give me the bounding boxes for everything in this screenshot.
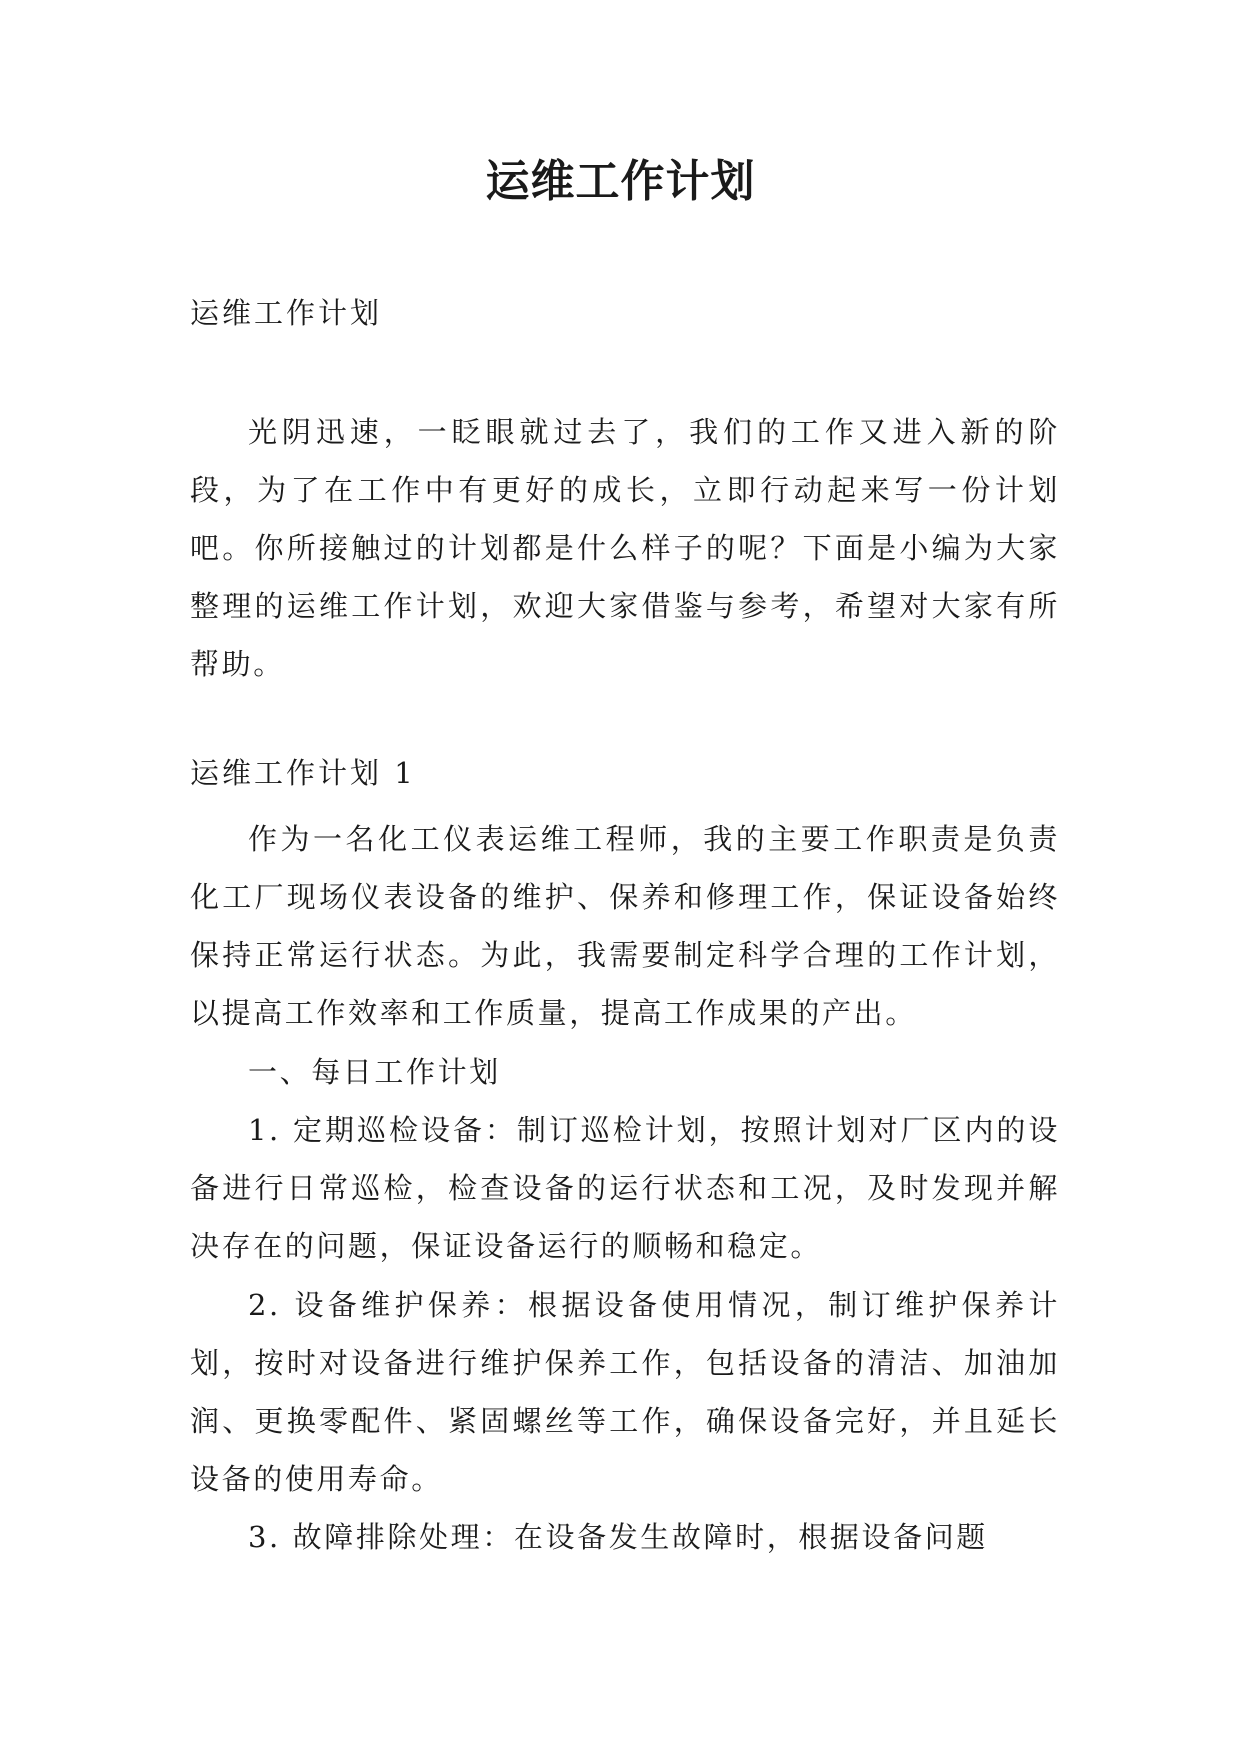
daily-plan-heading: 一、每日工作计划	[248, 1055, 501, 1089]
list-item-2: 2. 设备维护保养：根据设备使用情况，制订维护保养计划，按时对设备进行维护保养工作，包括设备的清洁、加油加润、更换零配件、紧固螺丝等工作，确保设备完好，并且延长设备的使用寿命。	[190, 1288, 1060, 1496]
document-subtitle: 运维工作计划	[190, 296, 383, 330]
intro-paragraph: 光阴迅速，一眨眼就过去了，我们的工作又进入新的阶段，为了在工作中有更好的成长，立即行动起来写一份计划吧。你所接触过的计划都是什么样子的呢？下面是小编为大家整理的运维工作计划，欢迎大家借鉴与参考，希望对大家有所帮助。	[190, 415, 1060, 681]
list-item-3: 3. 故障排除处理：在设备发生故障时，根据设备问题	[248, 1520, 988, 1554]
list-item-1: 1. 定期巡检设备：制订巡检计划，按照计划对厂区内的设备进行日常巡检，检查设备的运行状态和工况，及时发现并解决存在的问题，保证设备运行的顺畅和稳定。	[190, 1113, 1060, 1263]
section-1-title: 运维工作计划 1	[190, 756, 416, 790]
document-title: 运维工作计划	[485, 156, 756, 207]
section-1-paragraph: 作为一名化工仪表运维工程师，我的主要工作职责是负责化工厂现场仪表设备的维护、保养和修理工作，保证设备始终保持正常运行状态。为此，我需要制定科学合理的工作计划，以提高工作效率和工作质量，提高工作成果的产出。	[190, 822, 1060, 1030]
